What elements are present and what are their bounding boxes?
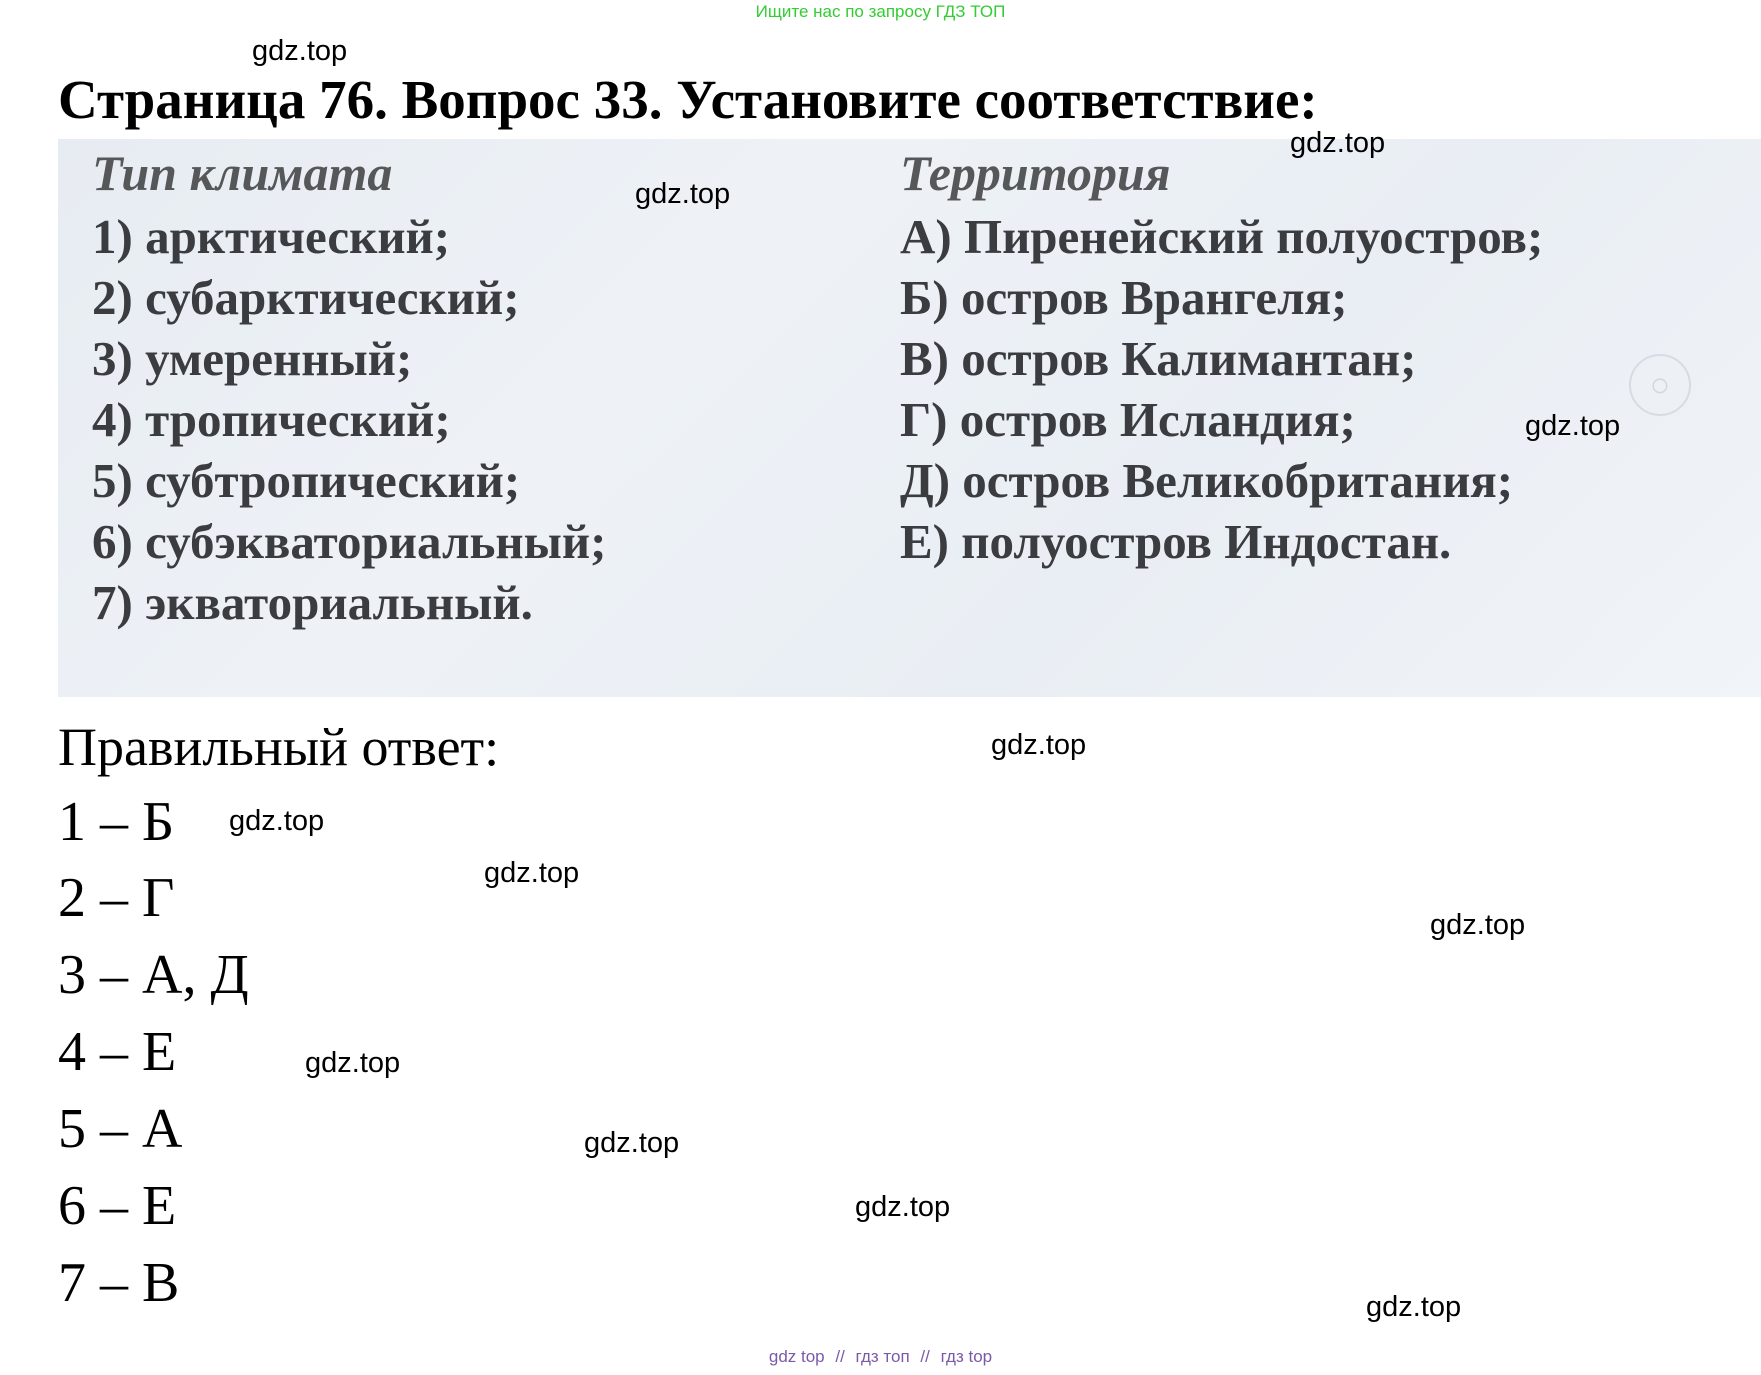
watermark: gdz.top [1430, 909, 1526, 941]
answer-line: 7 – В [58, 1252, 180, 1314]
watermark: gdz.top [484, 857, 580, 889]
territory-header: Территория [900, 145, 1171, 201]
footer-link[interactable]: гдз топ [855, 1347, 910, 1366]
watermark: gdz.top [991, 729, 1087, 761]
watermark: gdz.top [855, 1191, 951, 1223]
territory-item: Е) полуостров Индостан. [900, 514, 1452, 569]
footer-link[interactable]: гдз top [940, 1347, 993, 1366]
answer-line: 1 – Б [58, 791, 175, 853]
watermark: gdz.top [1366, 1291, 1462, 1323]
watermark: gdz.top [1525, 410, 1621, 442]
answer-line: 4 – Е [58, 1021, 177, 1083]
footer-links [0, 1347, 1761, 1367]
climate-type-header: Тип климата [92, 145, 393, 201]
climate-type-item: 2) субарктический; [92, 270, 520, 325]
watermark: gdz.top [584, 1127, 680, 1159]
territory-item: Б) остров Врангеля; [900, 270, 1348, 325]
territory-item: Г) остров Исландия; [900, 392, 1356, 447]
footer-link[interactable]: gdz top [768, 1347, 825, 1366]
watermark: gdz.top [229, 805, 325, 837]
watermark: gdz.top [1290, 127, 1386, 159]
footer-separator: // [920, 1347, 930, 1366]
climate-type-item: 5) субтропический; [92, 453, 521, 508]
territory-item: В) остров Калимантан; [900, 331, 1417, 386]
climate-type-item: 1) арктический; [92, 209, 451, 264]
territory-item: А) Пиренейский полуостров; [900, 209, 1544, 264]
answer-line: 5 – А [58, 1098, 183, 1160]
scanned-task-image [58, 139, 1761, 697]
answer-heading: Правильный ответ: [58, 717, 500, 777]
answer-line: 6 – Е [58, 1175, 177, 1237]
answer-line: 3 – А, Д [58, 944, 249, 1006]
climate-type-item: 3) умеренный; [92, 331, 413, 386]
watermark: gdz.top [635, 178, 731, 210]
footer-separator: // [835, 1347, 845, 1366]
watermark: gdz.top [305, 1047, 401, 1079]
faded-circle-mark-icon: ○ [1629, 354, 1691, 416]
search-hint-banner: Ищите нас по запросу ГДЗ ТОП [755, 2, 1006, 21]
climate-type-item: 6) субэкваториальный; [92, 514, 607, 569]
answer-line: 2 – Г [58, 867, 175, 929]
climate-type-item: 4) тропический; [92, 392, 451, 447]
climate-type-item: 7) экваториальный. [92, 575, 533, 630]
page-title: Страница 76. Вопрос 33. Установите соответствие: [58, 69, 1318, 130]
watermark: gdz.top [252, 35, 348, 67]
territory-item: Д) остров Великобритания; [900, 453, 1514, 508]
